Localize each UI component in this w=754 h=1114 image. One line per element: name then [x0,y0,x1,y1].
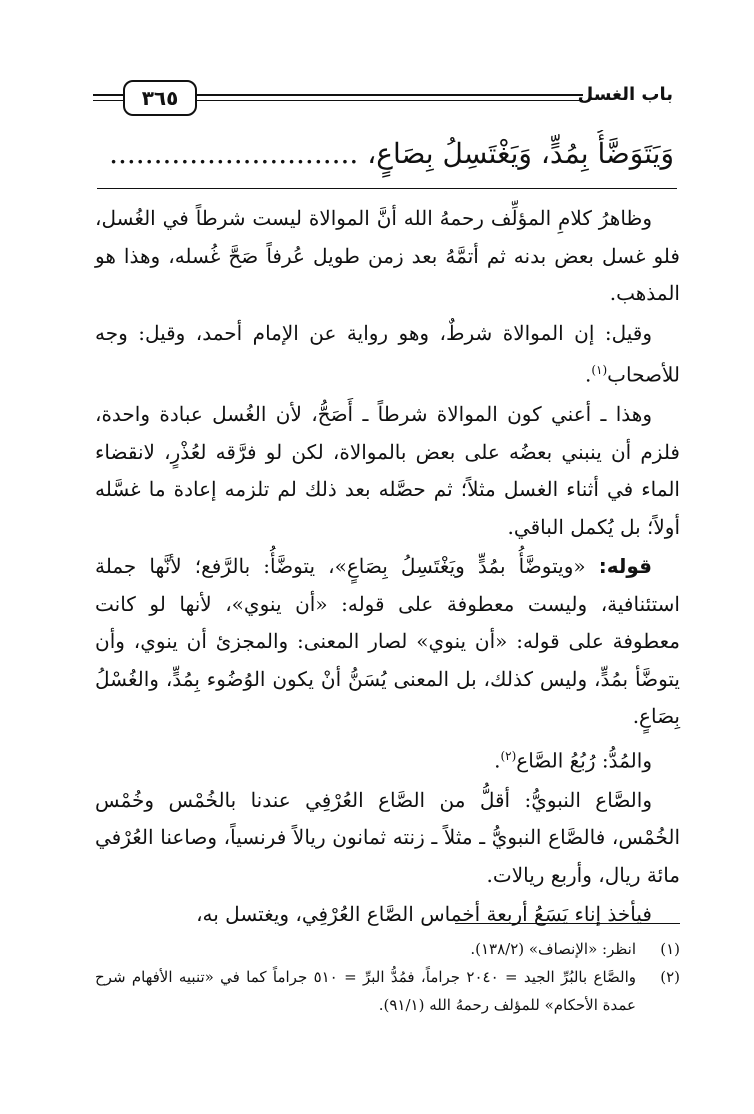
footnote-ref: (١) [591,363,608,377]
matn-dots: ............................ [109,137,359,170]
header-rule-right [197,94,583,96]
footnote-number: (٢) [660,968,680,986]
paragraph [95,782,680,895]
footnote-divider [455,923,680,924]
paragraph-text: والمُدُّ: رُبُعُ الصَّاع [516,748,652,773]
paragraph [95,200,680,313]
paragraph-text: «ويتوضَّأُ بمُدٍّ ويَغْتَسِلُ بِصَاعٍ»، يتوضَّأُ: بالرَّفع؛ لأنَّها جملة استئنافية، وليست معطوفة على قوله: «أن ينوي»، لأنها لو كانت معطوفة على قوله: «أن ينوي» لصار المعنى: والمجزئ أن ينوي، وأن يتوضَّأ بمُدٍّ، وليس كذلك، بل المعنى يُسَنُّ أنْ يكون الوُضُوء بِمُدٍّ، والغُسْلُ بِصَاعٍ. [95,554,680,729]
footnote-text: والصَّاع بالبُرِّ الجيد = ٢٠٤٠ جراماً، فمُدُّ البرِّ = ٥١٠ جراماً كما في «تنبيه الأفهام شرح عمدة الأحكام» للمؤلف رحمهُ الله (٩١/١). [95,968,637,1014]
paragraph-text: فيأخذ إناء يَسَعُ أربعة أخماس الصَّاع العُرْفِي، ويغتسل به، [196,902,652,927]
paragraph [95,738,680,780]
chapter-title: باب الغسل [577,84,673,105]
header-rule-left [93,94,123,96]
commentary-body [95,200,680,934]
quote-keyword: قوله: [598,554,652,579]
paragraph-text: وهذا ـ أعني كون الموالاة شرطاً ـ أَصَحُّ، لأن الغُسل عبادة واحدة، فلزم أن ينبني بعضُه على بعض بالموالاة، لكن لو فرَّقه لعُذْرٍ، لانقضاء الماء في أثناء الغسل مثلاً؛ ثم حصَّله بعد ذلك لم تلزمه إعادة ما غسَّله أولاً؛ بل يُكمل الباقي. [95,402,680,539]
paragraph [95,548,680,736]
header-rule-right-thin [197,100,583,101]
paragraph-text: وقيل: إن الموالاة شرطٌ، وهو رواية عن الإمام أحمد، وقيل: وجه للأصحاب [95,320,680,387]
paragraph [95,315,680,395]
matn-line [100,130,674,178]
matn-divider [97,188,677,189]
paragraph-text: وظاهرُ كلامِ المؤلِّف رحمهُ الله أنَّ الموالاة ليست شرطاً في الغُسل، فلو غسل بعض بدنه ثم أتمَّهُ بعد زمن طويل عُرفاً صَحَّ غُسله، وهذا هو المذهب. [95,206,680,305]
page-number-box [123,80,197,116]
footnotes [95,935,680,1019]
footnote [95,963,680,1019]
paragraph-text: والصَّاع النبويُّ: أقلُّ من الصَّاع العُرْفِي عندنا بالخُمْس وخُمْس الخُمْس، فالصَّاع النبويُّ ـ مثلاً ـ زنته ثمانون ريالاً فرنسياً، وصاعنا العُرْفي مائة ريال، وأربع ريالات. [95,787,680,887]
footnote-text: انظر: «الإنصاف» (١٣٨/٢). [470,940,636,958]
paragraph-end: . [584,362,592,387]
footnote-number: (١) [660,940,680,958]
paragraph [95,896,680,934]
page-number: ٣٦٥ [141,86,179,110]
footnote-ref: (٢) [500,748,517,763]
footnote [95,935,680,963]
header-rule-left-thin [93,100,123,101]
paragraph-end: . [494,748,501,773]
matn-text: وَيَتَوَضَّأُ بِمُدٍّ، وَيَغْتَسِلُ بِصَاعٍ، [367,137,674,170]
paragraph [95,396,680,546]
page-header [93,80,673,120]
